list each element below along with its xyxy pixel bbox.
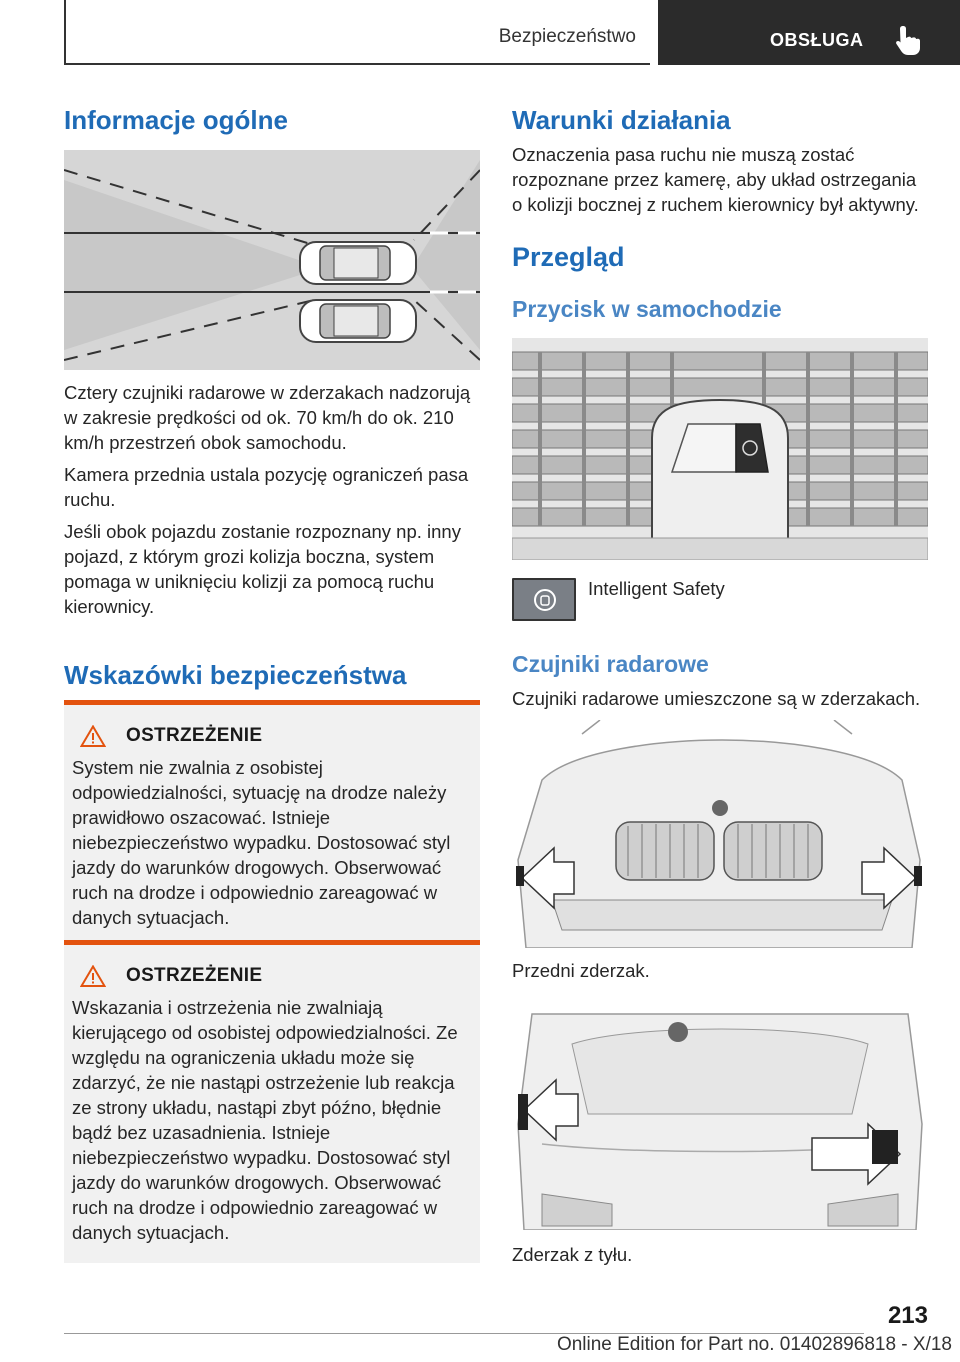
warning-box-2 (64, 940, 480, 1263)
heading-safety-notes: Wskazówki bezpieczeństwa (64, 660, 407, 690)
warning-title: OSTRZEŻENIE (126, 725, 263, 746)
header-chapter-label: OBSŁUGA (770, 30, 864, 50)
intelligent-safety-icon (532, 587, 558, 613)
header-section-title: Bezpieczeństwo (498, 26, 636, 47)
general-info-text (64, 380, 480, 619)
warning-header (72, 965, 472, 987)
caption-front-bumper: Przedni zderzak. (512, 960, 650, 981)
front-bumper-figure (512, 720, 928, 948)
paragraph-radar-location: Czujniki radarowe umieszczone są w zderzakach. (512, 688, 921, 709)
paragraph-front-camera: Kamera przednia ustala pozycję ograniczeń pasa ruchu. (64, 464, 469, 510)
heading-radar-sensors: Czujniki radarowe (512, 651, 709, 677)
header-chapter-tab (658, 0, 960, 65)
rear-bumper-figure (512, 1004, 928, 1230)
hand-pointer-icon (894, 24, 922, 56)
heading-vehicle-button: Przycisk w samochodzie (512, 296, 782, 322)
warning-header (72, 725, 472, 747)
warning-box-1 (64, 700, 480, 948)
intelligent-safety-button-icon (512, 578, 576, 621)
header-rule-bottom (64, 63, 650, 65)
button-location-figure (512, 338, 928, 560)
heading-operating-conditions: Warunki działania (512, 105, 731, 135)
warning-text: Wskazania i ostrzeżenia nie zwalniają kierującego od osobistej odpowiedzialności. Ze względu na ograniczenia układu może się zdarzyć, że nie nastąpi ostrzeżenie lub reakcja ze strony układu, nastąpi zbyt późno, błędnie bądź bez uzasadnienia. Istnieje niebezpieczeństwo wypadku. Dostosować styl jazdy do warunków drogowych. Obserwować ruch na drodze i odpowiednio zareagować w danych sytuacjach. (72, 997, 458, 1243)
heading-general-info: Informacje ogólne (64, 105, 288, 135)
lane-sensor-diagram (64, 150, 480, 370)
page-number: 213 (887, 1302, 928, 1329)
warning-triangle-icon (80, 965, 106, 987)
intelligent-safety-label: Intelligent Safety (588, 578, 725, 599)
paragraph-operating-conditions: Oznaczenia pasa ruchu nie muszą zostać rozpoznane przez kamerę, aby układ ostrzegania o kolizji bocznej z ruchem kierownicy był aktywny. (512, 144, 919, 215)
warning-title: OSTRZEŻENIE (126, 965, 263, 986)
caption-rear-bumper: Zderzak z tyłu. (512, 1244, 633, 1265)
warning-text: System nie zwalnia z osobistej odpowiedzialności, sytuację na drodze należy prawidłowo oszacować. Istnieje niebezpieczeństwo wypadku. Dostosować styl jazdy do warunków drogowych. Obserwować ruch na drodze i odpowiednio zareagować w danych sytuacjach. (72, 757, 451, 928)
heading-overview: Przegląd (512, 242, 625, 272)
paragraph-radar-sensors: Cztery czujniki radarowe w zderzakach nadzorują w zakresie prędkości od ok. 70 km/h do ok. 210 km/h przestrzeń obok samochodu. (64, 382, 471, 453)
footer-edition: Online Edition for Part no. 01402896818 - X/18 (556, 1334, 952, 1355)
warning-triangle-icon (80, 725, 106, 747)
paragraph-collision-avoidance: Jeśli obok pojazdu zostanie rozpoznany np. inny pojazd, z którym grozi kolizja boczna, system pomaga w uniknięciu kolizji za pomocą ruchu kierownicy. (64, 521, 461, 617)
